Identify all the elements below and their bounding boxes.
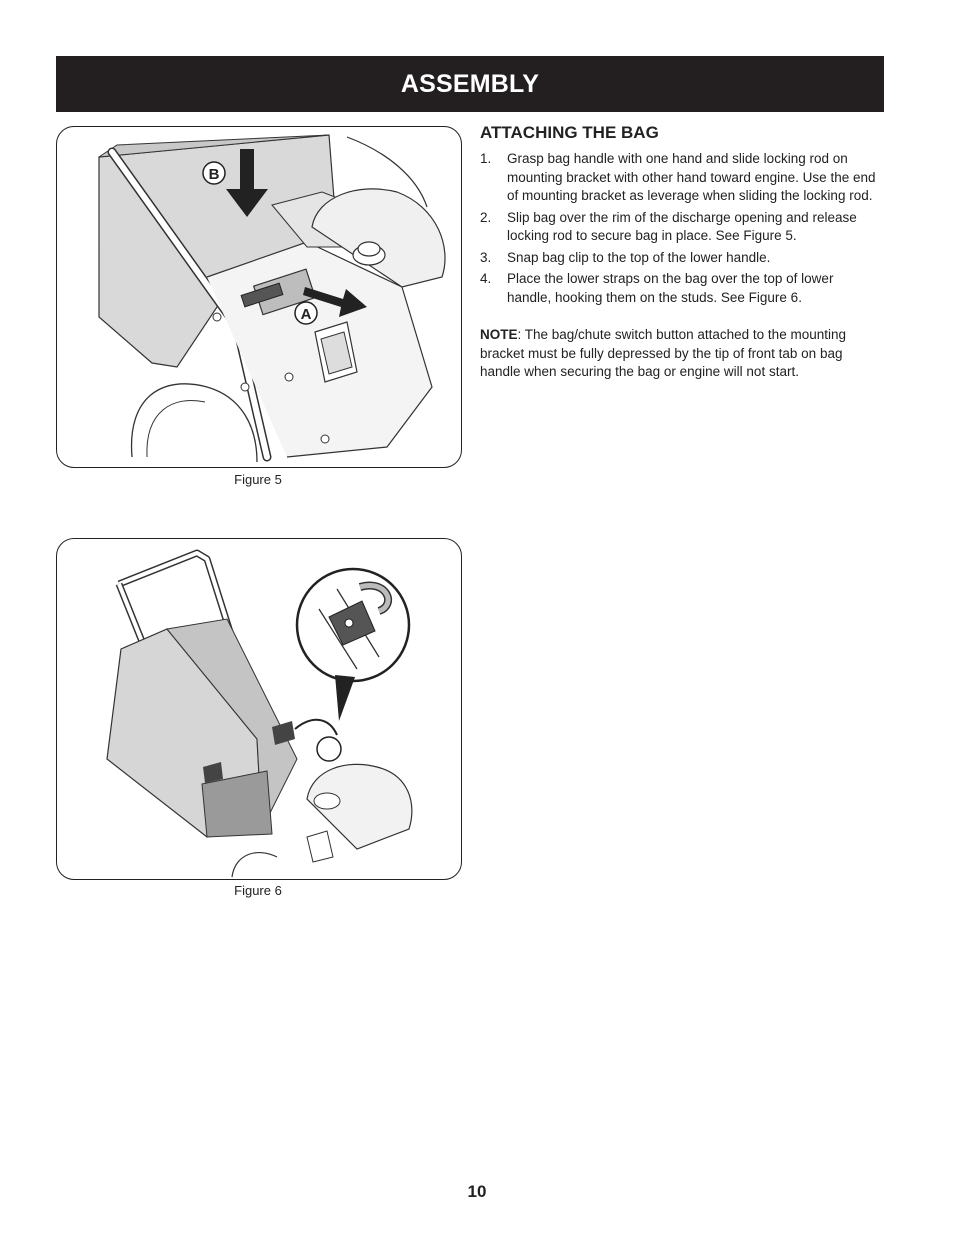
page-number: 10 (467, 1182, 487, 1201)
step-number: 2. (480, 209, 492, 225)
mower-bag-bracket-drawing (57, 127, 461, 467)
step-number: 3. (480, 249, 492, 265)
figure-5-illustration (56, 126, 462, 468)
step-text: Slip bag over the rim of the discharge opening and release locking rod to secure bag in place. See Figure 5. (507, 209, 857, 243)
list-item (480, 150, 880, 206)
callout-b-label: B (208, 166, 220, 183)
list-item (480, 209, 880, 246)
step-number: 4. (480, 271, 492, 286)
step-text: Snap bag clip to the top of the lower handle. (507, 249, 771, 265)
step-number: 1. (480, 151, 492, 166)
instruction-steps (480, 150, 880, 310)
section-title: ATTACHING THE BAG (480, 123, 659, 142)
note-label: NOTE (480, 327, 518, 342)
figure-6-caption: Figure 6 (234, 883, 282, 898)
mower-bag-straps-drawing (57, 539, 461, 879)
figure-5-caption: Figure 5 (234, 472, 282, 487)
note-text: : The bag/chute switch button attached to the mounting bracket must be fully depressed by the tip of front tab on bag handle when securing the bag or engine will not start. (480, 327, 846, 379)
callout-a-label: A (300, 306, 312, 323)
step-text: Place the lower straps on the bag over the top of lower handle, hooking them on the studs. See Figure 6. (507, 271, 834, 305)
section-header (56, 56, 884, 112)
step-text: Grasp bag handle with one hand and slide locking rod on mounting bracket with other hand toward engine. Use the end of mounting bracket as leverage when sliding the locking rod. (507, 151, 876, 203)
list-item (480, 249, 880, 268)
figure-6-illustration (56, 538, 462, 880)
note-paragraph (480, 326, 880, 382)
page-title: ASSEMBLY (400, 69, 540, 98)
list-item (480, 270, 880, 307)
